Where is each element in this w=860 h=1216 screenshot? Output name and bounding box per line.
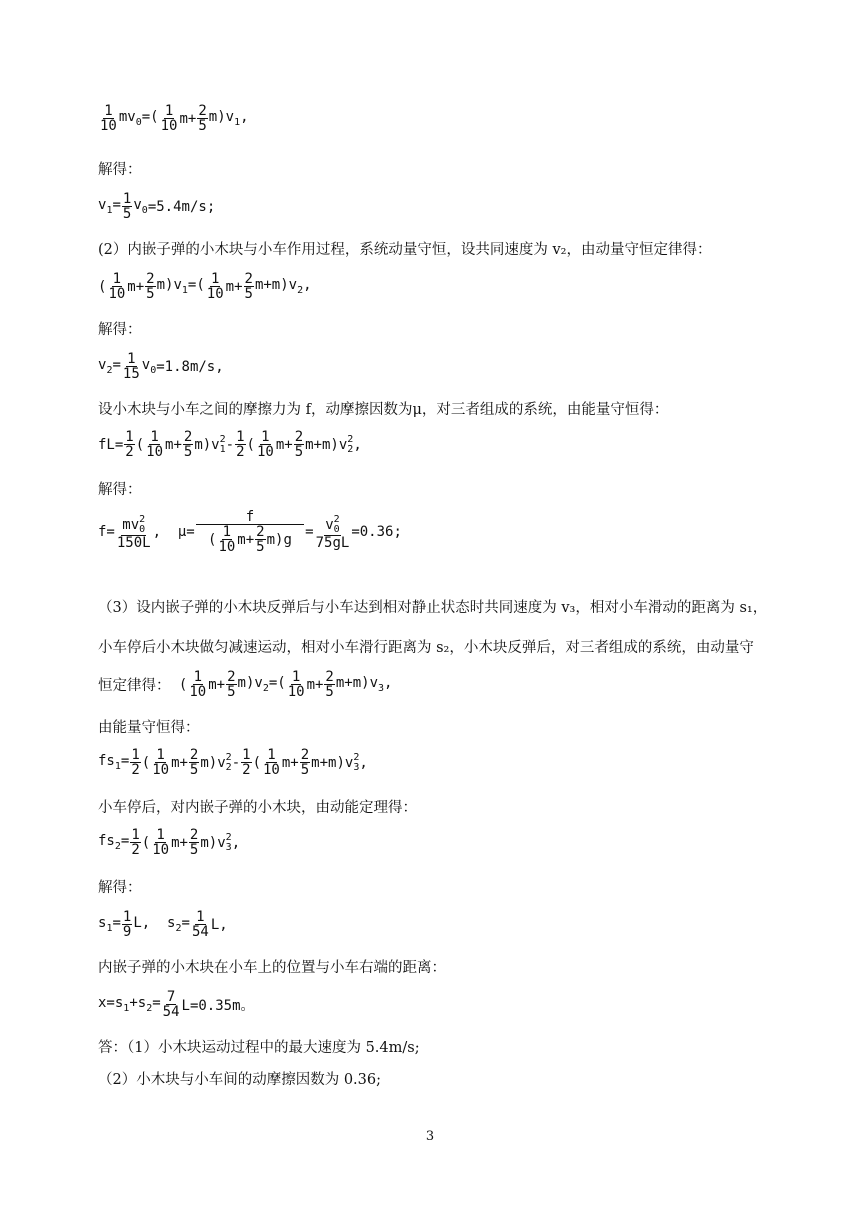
text-part3-b: 小车停后小木块做匀减速运动，相对小车滑行距离为 s₂，小木块反弹后，对三者组成的系统，由动量守 (98, 640, 754, 656)
eq-momentum-3: 恒定律得： ( $\frac{1}{10}$ m+ $\frac{2}{5}$ $m)v_2=$( $\frac{1}{10}$ m+ $\frac{2}{5}$ $m+m)v_3$, (98, 669, 393, 700)
text-answer-2: （2）小木块与小车间的动摩擦因数为 0.36; (98, 1072, 382, 1088)
eq-s1-s2: $s_1=$ $\frac{1}{9}$ L, $s_2=$ $\frac{1}{54}$ L, (98, 909, 228, 940)
text-friction: 设小木块与小车之间的摩擦力为 f，动摩擦因数为μ，对三者组成的系统，由能量守恒得： (98, 402, 669, 418)
eq-energy-2: $fs_1=$ $\frac{1}{2}$ ( $\frac{1}{10}$ m+ $\frac{2}{5}$ m)v 2 2 - $\frac{1}{2}$ ( $\frac{1}{10}$ m+ $\frac{2}{5}$ m+m)v 2 3 , (98, 747, 368, 778)
text-dist: 内嵌子弹的小木块在小车上的位置与小车右端的距离： (98, 960, 446, 976)
eq-momentum-2: ( $\frac{1}{10}$ m+ $\frac{2}{5}$ $m)v_1=$( $\frac{1}{10}$ m+ $\frac{2}{5}$ $m+m)v_2$, (98, 271, 312, 302)
eq-v2: $v_2=$ $\frac{1}{15}$ $v_0$ =1.8m/s, (98, 351, 224, 382)
text-jiede-3: 解得： (98, 482, 142, 498)
text-part3-a: （3）设内嵌子弹的小木块反弹后与小车达到相对静止状态时共同速度为 v₃，相对小车滑动的距离为 s₁， (98, 600, 768, 616)
text-jiede-2: 解得： (98, 322, 142, 338)
eq-momentum-1: $\frac{1}{10}$ $mv_0=$( $\frac{1}{10}$ m+ $\frac{2}{5}$ $m)v_1$, (100, 103, 249, 134)
text-part2: (2）内嵌子弹的小木块与小车作用过程，系统动量守恒，设共同速度为 v₂，由动量守恒定律得： (98, 242, 712, 258)
text-energy: 由能量守恒得： (98, 720, 200, 736)
eq-v1: $v_1=$ $\frac{1}{5}$ $v_0$ =5.4m/s; (98, 191, 216, 222)
page-number: 3 (425, 1129, 435, 1144)
eq-kinetic: $fs_2=$ $\frac{1}{2}$ ( $\frac{1}{10}$ m+ $\frac{2}{5}$ m)v 2 3 , (98, 827, 241, 858)
eq-energy-1: fL= $\frac{1}{2}$ ( $\frac{1}{10}$ m+ $\frac{2}{5}$ m)v 2 1 - $\frac{1}{2}$ ( $\frac{1}{10}$ m+ $\frac{2}{5}$ m+m)v 2 2 , (98, 429, 362, 460)
eq-mu: f= mv 2 0 150L , μ= f ( $\frac{1}{10}$ m+ $\frac{2}{5}$ m)g = v 2 0 75gL =0.36; (98, 509, 402, 555)
text-jiede-4: 解得： (98, 880, 142, 896)
text-answer-1: 答：（1）小木块运动过程中的最大速度为 5.4m/s; (98, 1040, 420, 1056)
text-jiede-1: 解得： (98, 162, 142, 178)
eq-x: $x=s_1+s_2=$ $\frac{7}{54}$ L=0.35m。 (98, 989, 255, 1020)
text-stop: 小车停后，对内嵌子弹的小木块，由动能定理得： (98, 800, 417, 816)
